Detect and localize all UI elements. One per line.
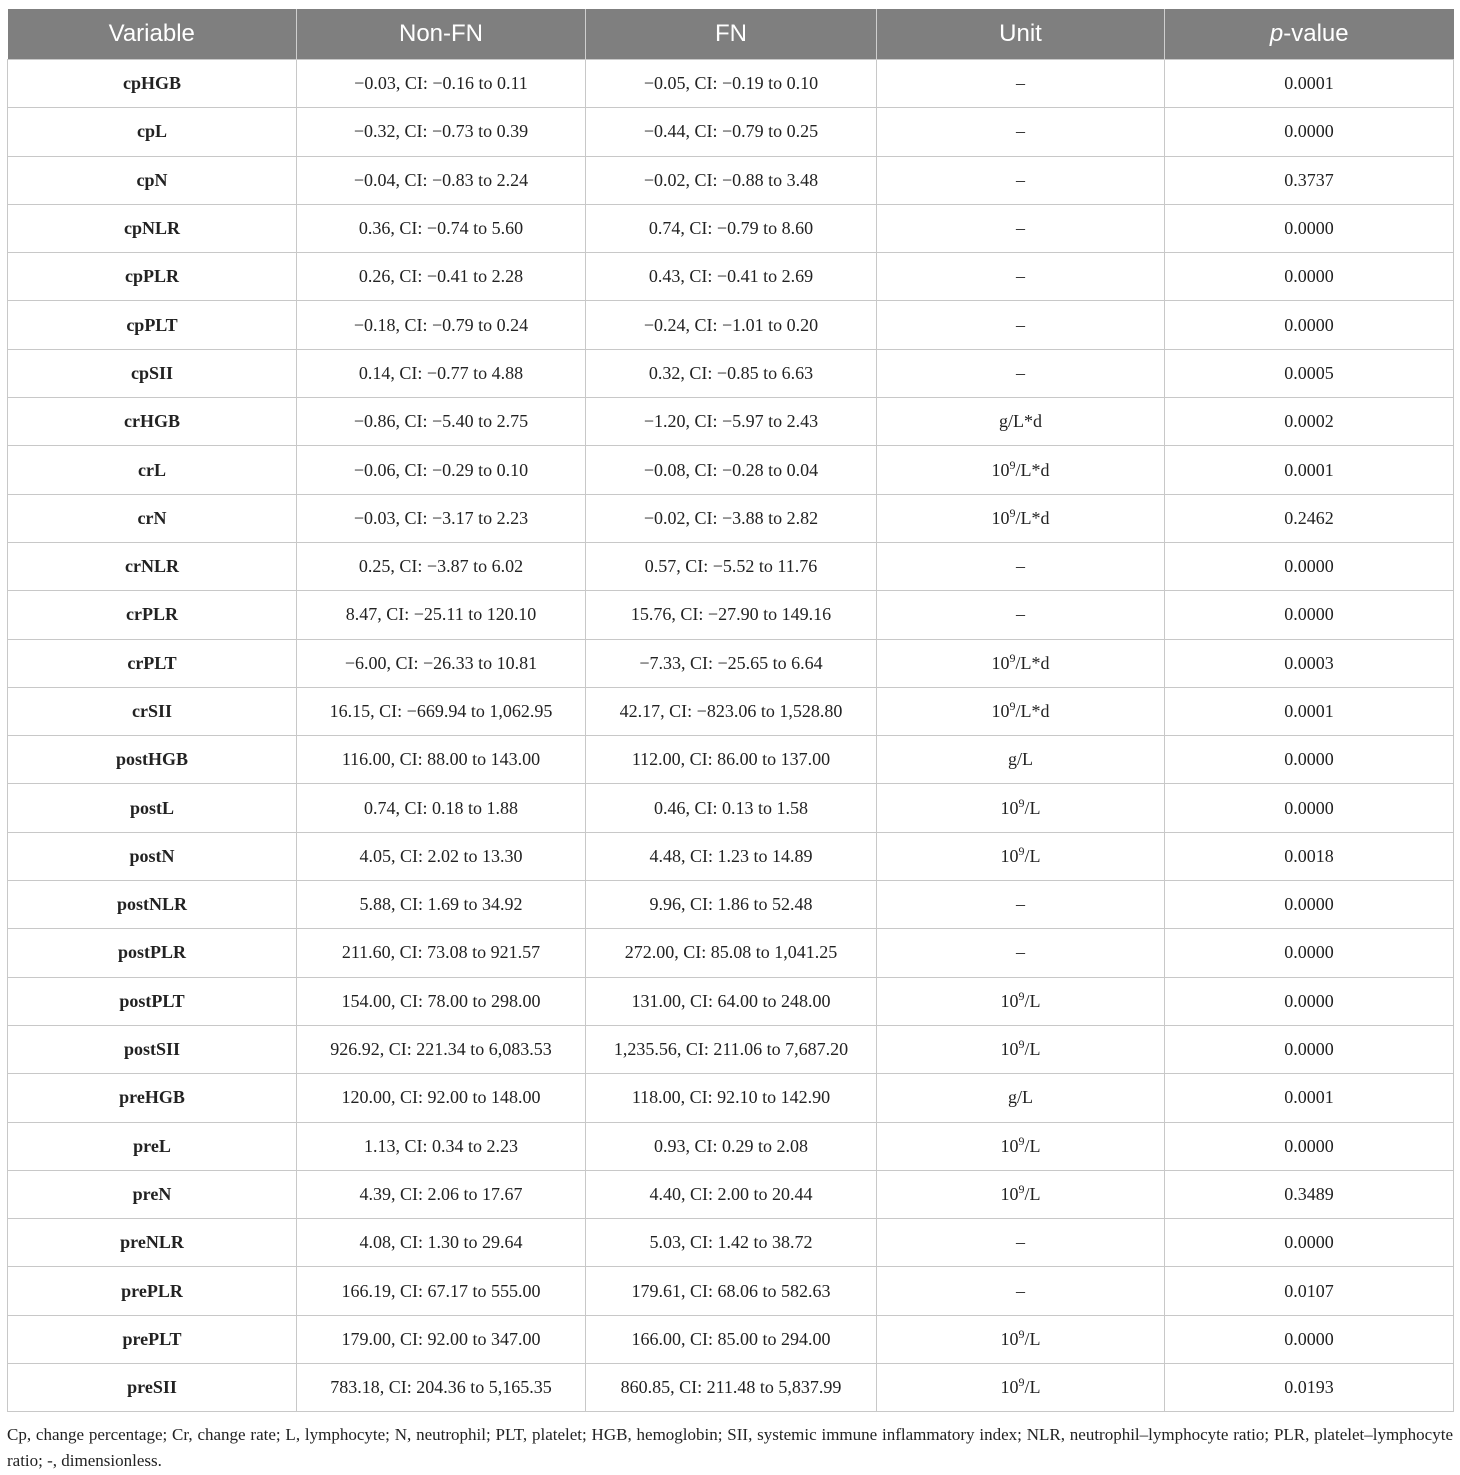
cell-p-value: 0.3489 [1165,1170,1454,1218]
cell-variable: crPLT [8,639,297,687]
unit-suffix: /L [1024,1135,1041,1156]
cell-variable: crPLR [8,591,297,639]
cell-fn: −0.44, CI: −0.79 to 0.25 [586,108,877,156]
unit-base: 10 [1000,990,1019,1011]
header-row [8,9,1454,60]
unit-exponent: 9 [1009,505,1016,520]
cell-unit [877,1025,1165,1073]
cell-p-value: 0.0000 [1165,1315,1454,1363]
unit-base: – [1016,73,1025,94]
cell-unit [877,1170,1165,1218]
cell-variable: cpNLR [8,204,297,252]
cell-p-value: 0.0018 [1165,832,1454,880]
table-row [8,784,1454,832]
table-row [8,60,1454,108]
table-row [8,687,1454,735]
cell-non-fn: 5.88, CI: 1.69 to 34.92 [297,881,586,929]
cell-unit [877,494,1165,542]
cell-non-fn: 4.05, CI: 2.02 to 13.30 [297,832,586,880]
cell-fn: 0.93, CI: 0.29 to 2.08 [586,1122,877,1170]
unit-base: – [1016,1280,1025,1301]
unit-base: 10 [991,459,1010,480]
unit-suffix: /L*d [1015,507,1050,528]
unit-exponent: 9 [1018,1375,1025,1390]
table-row [8,156,1454,204]
cell-fn: −0.02, CI: −0.88 to 3.48 [586,156,877,204]
cell-p-value: 0.0193 [1165,1364,1454,1412]
unit-exponent: 9 [1009,650,1016,665]
cell-fn: 0.74, CI: −0.79 to 8.60 [586,204,877,252]
cell-unit [877,687,1165,735]
unit-base: 10 [1000,845,1019,866]
cell-p-value: 0.0002 [1165,398,1454,446]
table-row [8,446,1454,494]
table-row [8,929,1454,977]
unit-suffix: /L [1024,797,1041,818]
unit-base: – [1016,362,1025,383]
cell-non-fn: 783.18, CI: 204.36 to 5,165.35 [297,1364,586,1412]
unit-base: 10 [1000,1183,1019,1204]
cell-fn: 272.00, CI: 85.08 to 1,041.25 [586,929,877,977]
unit-suffix: /L [1024,1377,1041,1398]
cell-variable: crHGB [8,398,297,446]
cell-non-fn: 179.00, CI: 92.00 to 347.00 [297,1315,586,1363]
cell-variable: postL [8,784,297,832]
cell-variable: preSII [8,1364,297,1412]
cell-fn: 9.96, CI: 1.86 to 52.48 [586,881,877,929]
table-row [8,1219,1454,1267]
unit-base: – [1016,218,1025,239]
cell-unit [877,832,1165,880]
unit-exponent: 9 [1018,988,1025,1003]
cell-non-fn: −0.03, CI: −3.17 to 2.23 [297,494,586,542]
cell-fn: 15.76, CI: −27.90 to 149.16 [586,591,877,639]
table-row [8,736,1454,784]
cell-non-fn: −0.04, CI: −0.83 to 2.24 [297,156,586,204]
results-table-container [7,9,1453,1412]
unit-base: – [1016,942,1025,963]
cell-unit [877,881,1165,929]
cell-fn: −0.02, CI: −3.88 to 2.82 [586,494,877,542]
cell-unit [877,1364,1165,1412]
cell-fn: 131.00, CI: 64.00 to 248.00 [586,977,877,1025]
cell-p-value: 0.0107 [1165,1267,1454,1315]
cell-unit [877,446,1165,494]
cell-p-value: 0.0000 [1165,881,1454,929]
cell-p-value: 0.0001 [1165,1074,1454,1122]
table-row [8,1364,1454,1412]
cell-fn: 4.48, CI: 1.23 to 14.89 [586,832,877,880]
cell-unit [877,349,1165,397]
unit-base: 10 [1000,1135,1019,1156]
cell-non-fn: 166.19, CI: 67.17 to 555.00 [297,1267,586,1315]
unit-base: 10 [991,507,1010,528]
cell-variable: cpL [8,108,297,156]
cell-variable: cpPLR [8,253,297,301]
table-row [8,108,1454,156]
cell-p-value: 0.0000 [1165,977,1454,1025]
header-p-value [1165,9,1454,60]
cell-fn: 166.00, CI: 85.00 to 294.00 [586,1315,877,1363]
unit-suffix: /L [1024,845,1041,866]
unit-base: – [1016,266,1025,287]
cell-non-fn: 0.26, CI: −0.41 to 2.28 [297,253,586,301]
cell-variable: cpHGB [8,60,297,108]
unit-base: g/L*d [999,411,1042,432]
unit-exponent: 9 [1009,457,1016,472]
cell-variable: postNLR [8,881,297,929]
cell-fn: −0.05, CI: −0.19 to 0.10 [586,60,877,108]
cell-unit [877,1122,1165,1170]
table-row [8,1074,1454,1122]
unit-suffix: /L*d [1015,652,1050,673]
cell-non-fn: 16.15, CI: −669.94 to 1,062.95 [297,687,586,735]
unit-base: – [1016,169,1025,190]
cell-unit [877,1074,1165,1122]
cell-non-fn: 926.92, CI: 221.34 to 6,083.53 [297,1025,586,1073]
cell-unit [877,929,1165,977]
table-row [8,591,1454,639]
cell-p-value: 0.0000 [1165,784,1454,832]
cell-p-value: 0.0001 [1165,60,1454,108]
unit-base: – [1016,314,1025,335]
cell-unit [877,542,1165,590]
cell-fn: 4.40, CI: 2.00 to 20.44 [586,1170,877,1218]
unit-base: 10 [1000,1328,1019,1349]
cell-p-value: 0.0000 [1165,253,1454,301]
cell-p-value: 0.0000 [1165,929,1454,977]
cell-variable: cpPLT [8,301,297,349]
unit-suffix: /L*d [1015,459,1050,480]
unit-exponent: 9 [1018,1326,1025,1341]
cell-non-fn: 1.13, CI: 0.34 to 2.23 [297,1122,586,1170]
cell-p-value: 0.0005 [1165,349,1454,397]
unit-base: g/L [1008,749,1033,770]
unit-suffix: /L [1024,1039,1041,1060]
cell-p-value: 0.0000 [1165,542,1454,590]
cell-fn: 0.43, CI: −0.41 to 2.69 [586,253,877,301]
table-row [8,1315,1454,1363]
cell-unit [877,784,1165,832]
unit-base: 10 [1000,1039,1019,1060]
cell-non-fn: 8.47, CI: −25.11 to 120.10 [297,591,586,639]
cell-fn: 1,235.56, CI: 211.06 to 7,687.20 [586,1025,877,1073]
cell-non-fn: 116.00, CI: 88.00 to 143.00 [297,736,586,784]
table-row [8,639,1454,687]
cell-fn: 0.32, CI: −0.85 to 6.63 [586,349,877,397]
unit-suffix: /L [1024,1183,1041,1204]
cell-unit [877,108,1165,156]
cell-non-fn: −6.00, CI: −26.33 to 10.81 [297,639,586,687]
cell-variable: crNLR [8,542,297,590]
cell-p-value: 0.2462 [1165,494,1454,542]
cell-p-value: 0.0000 [1165,204,1454,252]
cell-variable: crN [8,494,297,542]
table-row [8,494,1454,542]
cell-non-fn: 0.14, CI: −0.77 to 4.88 [297,349,586,397]
cell-non-fn: 0.36, CI: −0.74 to 5.60 [297,204,586,252]
cell-fn: 42.17, CI: −823.06 to 1,528.80 [586,687,877,735]
unit-exponent: 9 [1018,1181,1025,1196]
unit-base: – [1016,1232,1025,1253]
table-row [8,398,1454,446]
cell-p-value: 0.0000 [1165,1122,1454,1170]
table-row [8,1170,1454,1218]
cell-variable: cpSII [8,349,297,397]
unit-base: – [1016,894,1025,915]
cell-unit [877,204,1165,252]
cell-fn: 860.85, CI: 211.48 to 5,837.99 [586,1364,877,1412]
cell-variable: postHGB [8,736,297,784]
cell-unit [877,1219,1165,1267]
cell-unit [877,398,1165,446]
header-fn: FN [586,9,877,60]
cell-p-value: 0.0001 [1165,687,1454,735]
unit-suffix: /L*d [1015,701,1050,721]
unit-exponent: 9 [1018,1133,1025,1148]
cell-p-value: 0.0000 [1165,108,1454,156]
cell-variable: postSII [8,1025,297,1073]
unit-base: g/L [1008,1087,1033,1108]
cell-unit [877,1267,1165,1315]
cell-non-fn: −0.86, CI: −5.40 to 2.75 [297,398,586,446]
table-body [8,60,1454,1412]
cell-non-fn: 4.39, CI: 2.06 to 17.67 [297,1170,586,1218]
cell-p-value: 0.0000 [1165,736,1454,784]
cell-non-fn: −0.06, CI: −0.29 to 0.10 [297,446,586,494]
unit-exponent: 9 [1009,699,1016,713]
cell-variable: preHGB [8,1074,297,1122]
unit-base: 10 [1000,1377,1019,1398]
cell-fn: 179.61, CI: 68.06 to 582.63 [586,1267,877,1315]
cell-non-fn: −0.03, CI: −0.16 to 0.11 [297,60,586,108]
cell-fn: 112.00, CI: 86.00 to 137.00 [586,736,877,784]
unit-exponent: 9 [1018,843,1025,858]
unit-base: – [1016,556,1025,577]
cell-fn: 0.46, CI: 0.13 to 1.58 [586,784,877,832]
cell-p-value: 0.0000 [1165,591,1454,639]
cell-fn: 0.57, CI: −5.52 to 11.76 [586,542,877,590]
header-unit: Unit [877,9,1165,60]
cell-unit [877,60,1165,108]
cell-variable: postPLT [8,977,297,1025]
table-row [8,349,1454,397]
table-row [8,1267,1454,1315]
table-row [8,832,1454,880]
cell-fn: −0.24, CI: −1.01 to 0.20 [586,301,877,349]
unit-base: 10 [1000,797,1019,818]
cell-unit [877,1315,1165,1363]
cell-p-value: 0.0000 [1165,1219,1454,1267]
cell-p-value: 0.0001 [1165,446,1454,494]
cell-unit [877,591,1165,639]
cell-unit [877,736,1165,784]
unit-base: – [1016,121,1025,142]
cell-non-fn: 120.00, CI: 92.00 to 148.00 [297,1074,586,1122]
cell-fn: −0.08, CI: −0.28 to 0.04 [586,446,877,494]
cell-non-fn: 4.08, CI: 1.30 to 29.64 [297,1219,586,1267]
cell-p-value: 0.3737 [1165,156,1454,204]
cell-variable: preN [8,1170,297,1218]
cell-variable: preL [8,1122,297,1170]
unit-exponent: 9 [1018,1037,1025,1052]
unit-base: 10 [991,701,1010,721]
table-row [8,977,1454,1025]
cell-variable: postN [8,832,297,880]
cell-unit [877,253,1165,301]
cell-unit [877,301,1165,349]
header-non-fn: Non-FN [297,9,586,60]
unit-suffix: /L [1024,1328,1041,1349]
unit-base: – [1016,604,1025,625]
cell-non-fn: 0.25, CI: −3.87 to 6.02 [297,542,586,590]
table-row [8,1122,1454,1170]
table-row [8,204,1454,252]
cell-p-value: 0.0000 [1165,301,1454,349]
results-table [7,9,1454,1412]
cell-variable: cpN [8,156,297,204]
cell-fn: 118.00, CI: 92.10 to 142.90 [586,1074,877,1122]
cell-non-fn: −0.18, CI: −0.79 to 0.24 [297,301,586,349]
unit-base: 10 [991,652,1010,673]
header-p-rest: -value [1283,20,1349,47]
cell-fn: −7.33, CI: −25.65 to 6.64 [586,639,877,687]
table-row [8,1025,1454,1073]
table-row [8,301,1454,349]
table-row [8,542,1454,590]
cell-unit [877,977,1165,1025]
table-header [8,9,1454,60]
cell-variable: prePLR [8,1267,297,1315]
table-row [8,881,1454,929]
cell-non-fn: 0.74, CI: 0.18 to 1.88 [297,784,586,832]
header-p-italic: p [1269,20,1284,47]
table-row [8,253,1454,301]
cell-non-fn: 154.00, CI: 78.00 to 298.00 [297,977,586,1025]
header-variable: Variable [8,9,297,60]
cell-variable: prePLT [8,1315,297,1363]
cell-unit [877,156,1165,204]
cell-p-value: 0.0003 [1165,639,1454,687]
cell-fn: −1.20, CI: −5.97 to 2.43 [586,398,877,446]
unit-suffix: /L [1024,990,1041,1011]
cell-variable: postPLR [8,929,297,977]
cell-variable: crSII [8,687,297,735]
cell-variable: crL [8,446,297,494]
cell-variable: preNLR [8,1219,297,1267]
cell-fn: 5.03, CI: 1.42 to 38.72 [586,1219,877,1267]
cell-unit [877,639,1165,687]
cell-p-value: 0.0000 [1165,1025,1454,1073]
cell-non-fn: −0.32, CI: −0.73 to 0.39 [297,108,586,156]
unit-exponent: 9 [1018,795,1025,810]
table-footnote: Cp, change percentage; Cr, change rate; L, lymphocyte; N, neutrophil; PLT, platelet; HGB, hemoglobin; SII, systemic immune inflammatory index; NLR, neutrophil–lymphocyte ratio; PLR, platelet–lymphocyte ratio; -, dimensionless. [7,1425,1453,1470]
cell-non-fn: 211.60, CI: 73.08 to 921.57 [297,929,586,977]
